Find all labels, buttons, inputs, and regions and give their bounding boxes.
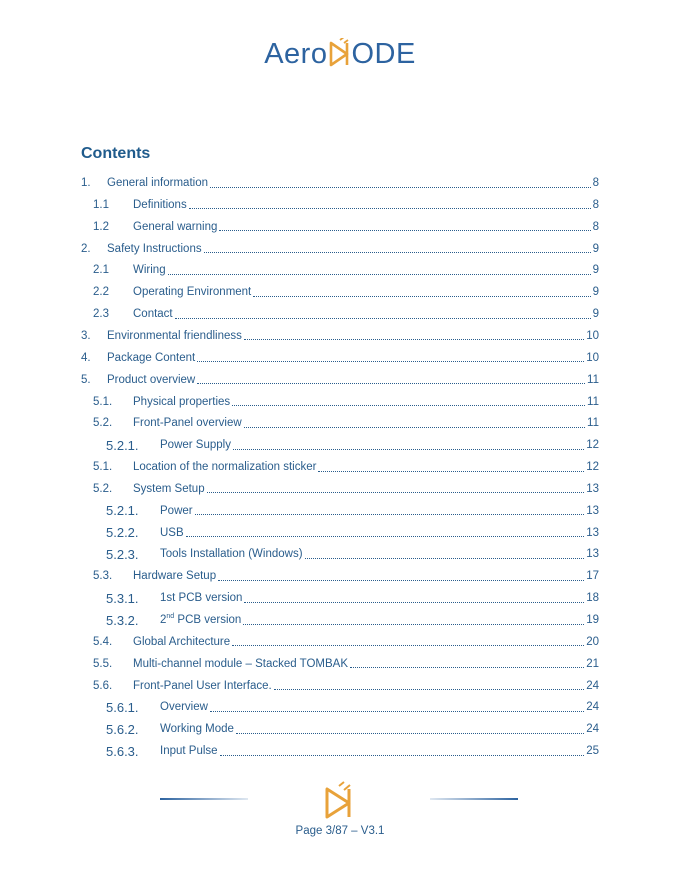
toc-entry-title: Wiring [133,264,166,277]
toc-entry-number: 2. [81,242,91,255]
toc-dot-leader [232,645,584,646]
logo-text-left: Aero [264,38,328,70]
footer-line-left [160,798,248,800]
toc-entry-title: Definitions [133,198,187,211]
toc-entry[interactable] [93,283,599,301]
toc-dot-leader [197,383,585,384]
toc-entry-page: 12 [586,439,599,452]
toc-entry-page: 17 [586,570,599,583]
toc-entry-title: Front-Panel User Interface. [133,679,272,692]
toc-entry-page: 10 [586,351,599,364]
toc-entry[interactable] [106,524,599,542]
toc-entry-number: 1.2 [93,220,109,233]
toc-entry-title: General information [107,177,208,189]
logo-text-right: ODE [351,38,416,70]
toc-entry[interactable] [106,589,599,607]
toc-entry-number: 2.3 [93,308,109,321]
toc-entry-page: 24 [586,723,599,736]
toc-entry-page: 12 [586,461,599,474]
toc-entry-number: 5.3. [93,570,113,583]
toc-entry-page: 13 [586,526,599,539]
toc-dot-leader [220,755,585,756]
toc-entry[interactable] [106,436,599,454]
toc-dot-leader [274,689,585,690]
toc-dot-leader [350,667,584,668]
toc-entry[interactable] [106,698,599,716]
toc-entry-page: 18 [586,592,599,605]
toc-entry-number: 5.2.3. [106,546,139,562]
toc-entry-title: Power [160,504,193,517]
toc-entry-title: Physical properties [133,395,231,408]
toc-dot-leader [186,536,585,537]
toc-entry-page: 13 [586,504,599,517]
toc-dot-leader [244,427,585,428]
toc-entry-title: 1st PCB version [160,592,243,605]
toc-dot-leader [168,274,591,275]
toc-entry-page: 21 [586,657,599,670]
toc-entry-number: 5.1. [93,461,113,474]
toc-entry-number: 5.2.2. [106,525,139,541]
toc-entry-title: Product overview [107,373,196,386]
toc-entry-title-part: 2 [160,614,167,626]
toc-entry-title: Multi-channel module – Stacked TOMBAK [133,657,348,670]
toc-entry-page: 25 [586,745,599,758]
toc-entry-title: USB [160,526,184,539]
toc-entry[interactable] [93,480,599,498]
toc-entry-title: Overview [160,701,208,714]
toc-entry-number: 1.1 [93,198,109,211]
toc-entry-number: 3. [81,329,91,342]
toc-dot-leader [210,187,591,188]
toc-dot-leader [195,514,585,515]
toc-entry-title [160,614,241,626]
contents-heading: Contents [81,145,151,162]
toc-entry[interactable] [81,327,599,345]
toc-entry-number: 5.5. [93,657,113,670]
toc-dot-leader [236,733,584,734]
toc-dot-leader [207,492,585,493]
diode-footer-icon [322,781,356,819]
toc-dot-leader [305,558,585,559]
toc-entry-number: 5.2. [93,417,113,430]
toc-entry-title: Tools Installation (Windows) [160,548,303,561]
toc-dot-leader [218,580,584,581]
toc-entry-page: 11 [587,373,599,386]
toc-entry-number: 5.4. [93,635,113,648]
toc-entry-number: 5.6. [93,679,113,692]
toc-dot-leader [233,449,584,450]
toc-entry[interactable] [93,677,599,695]
toc-entry[interactable] [93,196,599,214]
toc-entry-page: 8 [592,220,599,233]
toc-dot-leader [232,405,585,406]
toc-dot-leader [318,471,584,472]
toc-entry-number: 5.2.1. [106,503,139,519]
toc-dot-leader [244,602,584,603]
toc-entry[interactable] [93,393,599,411]
toc-entry-title: Location of the normalization sticker [133,461,317,474]
toc-entry-page: 8 [592,198,599,211]
toc-entry-title: Input Pulse [160,745,218,758]
toc-entry[interactable] [93,414,599,432]
toc-entry-page: 20 [586,635,599,648]
toc-entry[interactable] [81,174,599,192]
page-number: Page 3/87 – V3.1 [295,825,385,837]
toc-dot-leader [243,624,584,625]
toc-entry-number: 5.2. [93,482,113,495]
toc-entry-title: Working Mode [160,723,234,736]
toc-entry-title: General warning [133,220,218,233]
toc-entry-title: System Setup [133,482,205,495]
toc-entry[interactable] [93,261,599,279]
toc-entry[interactable] [93,633,599,651]
toc-entry[interactable] [93,567,599,585]
toc-entry-number: 5.1. [93,395,113,408]
toc-entry-page: 24 [586,679,599,692]
toc-entry-page: 13 [586,482,599,495]
toc-entry-page: 8 [592,177,599,189]
toc-entry-number: 5.2.1. [106,437,139,453]
toc-entry-title: Environmental friendliness [107,329,242,342]
toc-entry-page: 24 [586,701,599,714]
toc-dot-leader [197,361,584,362]
toc-entry-page: 9 [592,308,599,321]
toc-entry[interactable] [81,371,599,389]
toc-entry-title: Front-Panel overview [133,417,242,430]
toc-entry-number: 5. [81,373,91,386]
toc-entry[interactable] [93,305,599,323]
toc-entry-title: Operating Environment [133,286,252,299]
toc-entry-title-part: PCB version [174,614,242,626]
toc-dot-leader [210,711,584,712]
toc-entry[interactable] [93,458,599,476]
toc-entry[interactable] [106,545,599,563]
toc-entry-number: 2.2 [93,286,109,299]
toc-entry-number: 2.1 [93,264,109,277]
toc-entry-title: Global Architecture [133,635,231,648]
toc-dot-leader [219,230,590,231]
toc-entry-number: 5.6.2. [106,721,139,737]
toc-entry-title-sup: nd [166,613,175,621]
toc-entry-page: 9 [592,286,599,299]
toc-entry[interactable] [93,218,599,236]
toc-entry-page: 13 [586,548,599,561]
toc-dot-leader [204,252,591,253]
toc-entry[interactable] [106,720,599,738]
toc-entry-title: Hardware Setup [133,570,217,583]
footer-line-right [430,798,518,800]
toc-entry-title: Package Content [107,351,196,364]
toc-entry-page: 9 [592,242,599,255]
toc-dot-leader [175,318,591,319]
toc-entry-number: 5.3.2. [106,612,139,628]
toc-entry-number: 5.6.3. [106,743,139,759]
toc-entry[interactable] [81,240,599,258]
toc-entry[interactable] [93,655,599,673]
toc-entry-title: Safety Instructions [107,242,202,255]
toc-entry-title: Power Supply [160,439,231,452]
toc-entry-number: 5.3.1. [106,590,139,606]
toc-entry-number: 1. [81,177,91,189]
toc-entry-page: 11 [587,395,599,408]
toc-entry-page: 10 [586,329,599,342]
toc-dot-leader [189,208,591,209]
toc-entry-title: Contact [133,308,173,321]
toc-entry-page: 11 [587,417,599,430]
toc-entry-number: 5.6.1. [106,699,139,715]
toc-entry-number: 4. [81,351,91,364]
toc-entry[interactable] [106,742,599,760]
toc-entry[interactable] [106,502,599,520]
toc-dot-leader [244,339,584,340]
toc-entry[interactable] [106,611,599,629]
toc-entry-page: 9 [592,264,599,277]
toc-entry[interactable] [81,349,599,367]
toc-dot-leader [253,296,590,297]
toc-entry-page: 19 [586,614,599,626]
